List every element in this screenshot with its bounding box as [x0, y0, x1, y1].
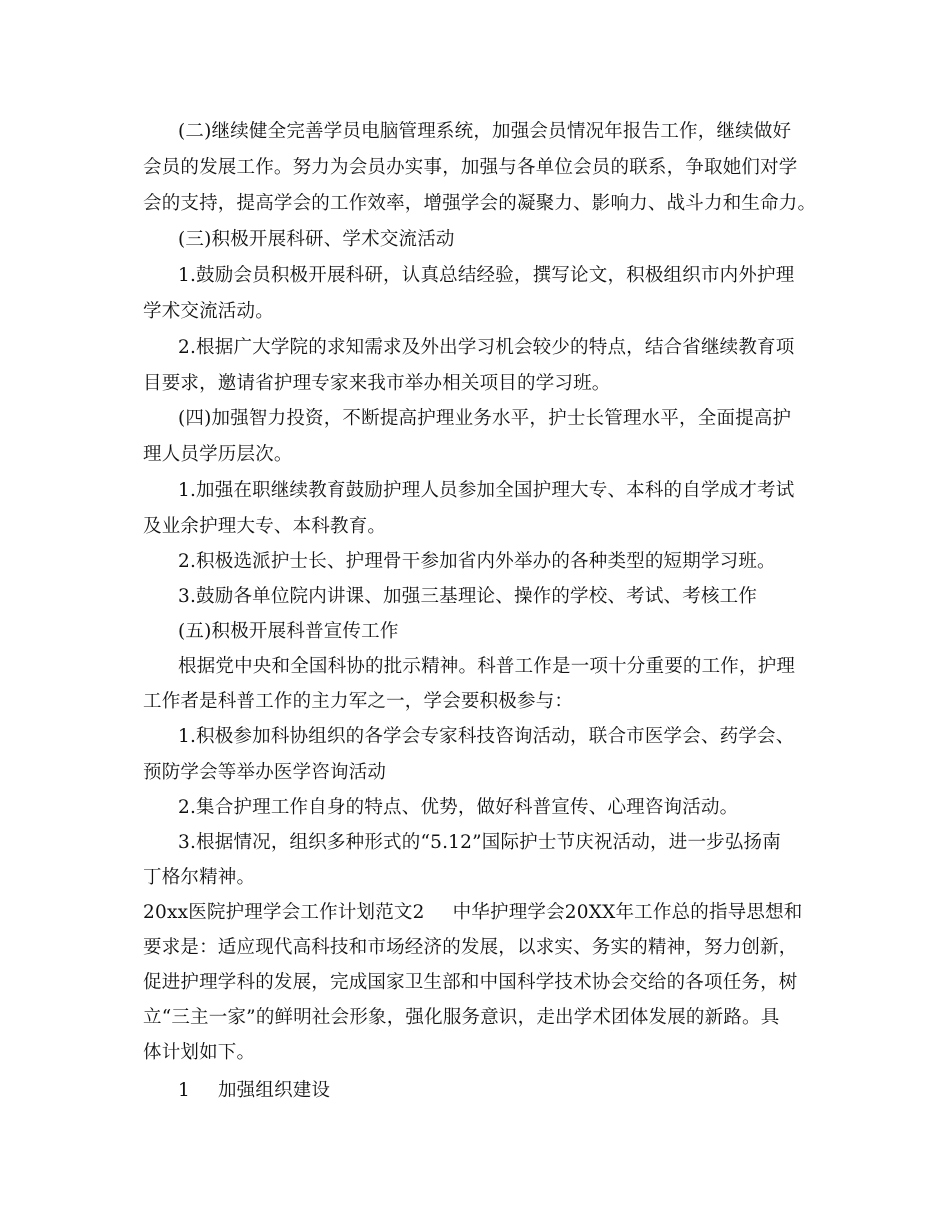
paragraph-line: 立“三主一家”的鲜明社会形象，强化服务意识，走出学术团体发展的新路。具: [143, 1007, 780, 1028]
paragraph-line: 1.鼓励会员积极开展科研，认真总结经验，撰写论文，积极组织市内外护理: [178, 265, 795, 286]
paragraph-line: 促进护理学科的发展，完成国家卫生部和中国科学技术协会交给的各项任务，树: [143, 972, 798, 993]
paragraph-line: 丁格尔精神。: [143, 867, 256, 888]
section-number: 1: [178, 1080, 190, 1101]
paragraph-line: 及业余护理大专、本科教育。: [143, 516, 387, 537]
paragraph-line: 体计划如下。: [143, 1042, 256, 1063]
paragraph-line: 工作者是科普工作的主力军之一，学会要积极参与：: [143, 691, 574, 712]
section-heading: (四)加强智力投资，不断提高护理业务水平，护士长管理水平，全面提高护: [178, 408, 792, 429]
paragraph-line: [143, 901, 802, 925]
paragraph-line: 目要求，邀请省护理专家来我市举办相关项目的学习班。: [143, 373, 611, 394]
paragraph-line: 预防学会等举办医学咨询活动: [143, 762, 387, 783]
paragraph-line: 1.加强在职继续教育鼓励护理人员参加全国护理大专、本科的自学成才考试: [178, 480, 795, 501]
paragraph-line: 1.积极参加科协组织的各学会专家科技咨询活动，联合市医学会、药学会、: [178, 726, 795, 747]
paragraph-line: 3.根据情况，组织多种形式的“5.12”国际护士节庆祝活动，进一步弘扬南: [178, 832, 781, 853]
paragraph-line: 学术交流活动。: [143, 301, 274, 322]
paragraph-line: 2.积极选派护士长、护理骨干参加省内外举办的各种类型的短期学习班。: [178, 551, 776, 572]
paragraph-line: 2.集合护理工作自身的特点、优势，做好科普宣传、心理咨询活动。: [178, 797, 739, 818]
paragraph-line: 3.鼓励各单位院内讲课、加强三基理论、操作的学校、考试、考核工作: [178, 586, 758, 607]
paragraph-line: 要求是：适应现代高科技和市场经济的发展，以求实、务实的精神，努力创新，: [143, 937, 798, 958]
section-title: 加强组织建设: [217, 1080, 331, 1101]
paragraph-text: 中华护理学会20XX年工作总的指导思想和: [452, 902, 803, 923]
section-heading: (五)积极开展科普宣传工作: [178, 621, 399, 642]
paragraph-line: 会员的发展工作。努力为会员办实事，加强与各单位会员的联系，争取她们对学: [143, 157, 798, 178]
paragraph-line: (二)继续健全完善学员电脑管理系统，加强会员情况年报告工作，继续做好: [178, 121, 792, 142]
paragraph-line: 理人员学历层次。: [143, 444, 293, 465]
section-heading: (三)积极开展科研、学术交流活动: [178, 229, 455, 250]
section-heading: [178, 1079, 330, 1103]
paragraph-line: 根据党中央和全国科协的批示精神。科普工作是一项十分重要的工作，护理: [178, 656, 796, 677]
paragraph-line: 2.根据广大学院的求知需求及外出学习机会较少的特点，结合省继续教育项: [178, 337, 795, 358]
paragraph-line: 会的支持，提高学会的工作效率，增强学会的凝聚力、影响力、战斗力和生命力。: [143, 193, 817, 214]
document-subtitle: 20xx医院护理学会工作计划范文2: [143, 902, 425, 923]
